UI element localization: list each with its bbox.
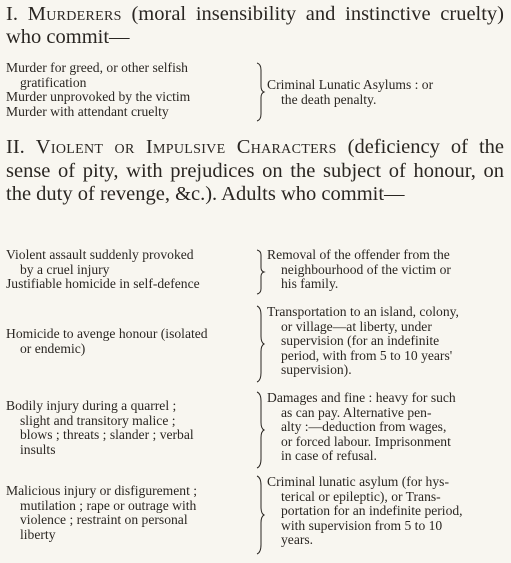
section-1-row-1-remedy <box>267 78 503 107</box>
remedy-line: period, with from 5 to 10 years' <box>281 347 453 363</box>
offence-line: slight and transitory malice ; <box>20 412 176 428</box>
offence-line: Homicide to avenge honour (isolated <box>6 326 208 341</box>
section-2-row-1-offences <box>6 248 254 292</box>
remedy-line: as can pay. Alternative pen- <box>281 404 432 420</box>
section-2-description: (deficiency of the sense of pity, with prejudices on the subject of honour, on the duty of revenge, &c.). Adults who commit— <box>6 136 505 205</box>
section-2-row-1-remedy <box>267 248 503 292</box>
offence-line: Murder unprovoked by the victim <box>6 89 191 105</box>
remedy-line: supervision (for an indefinite <box>281 333 440 349</box>
section-1-numeral: I. <box>6 3 18 25</box>
remedy-line: with supervision from 5 to 10 <box>281 517 443 533</box>
remedy-line: or forced labour. Imprisonment <box>281 433 451 449</box>
remedy-line: Transportation to an island, colony, <box>267 304 459 319</box>
offence-line: Murder with attendant cruelty <box>6 103 169 119</box>
offence-line: Bodily injury during a quarrel ; <box>6 398 177 413</box>
brace <box>256 63 264 121</box>
remedy-line: years. <box>281 532 314 548</box>
remedy-line: his family. <box>281 276 339 292</box>
remedy-line: alty :—deduction from wages, <box>281 419 447 435</box>
offence-line: Murder for greed, or other selfish <box>6 60 188 75</box>
remedy-line: Criminal lunatic asylum (for hys- <box>267 474 449 489</box>
section-2-heading <box>6 136 504 207</box>
offence-line: Malicious injury or disfigurement ; <box>6 483 198 498</box>
section-2-numeral: II. <box>6 136 25 158</box>
brace <box>256 306 264 382</box>
remedy-line: Damages and fine : heavy for such <box>267 390 456 405</box>
offence-line: violence ; restraint on personal <box>20 512 188 528</box>
offence-line: insults <box>20 441 56 457</box>
remedy-line: neighbourhood of the victim or <box>281 261 451 277</box>
section-2-row-2-remedy <box>267 305 503 378</box>
offence-line: by a cruel injury <box>20 261 110 277</box>
offence-line: Justifiable homicide in self-defence <box>6 276 200 292</box>
section-2-row-4-offences <box>6 484 256 542</box>
remedy-line: Criminal Lunatic Asylums : or <box>267 77 434 92</box>
section-1-description: (moral insensibility and instinctive cruelty) who commit— <box>6 3 505 48</box>
remedy-line: the death penalty. <box>281 91 377 107</box>
offence-line: mutilation ; rape or outrage with <box>20 497 197 513</box>
section-2-row-3-remedy <box>267 391 503 464</box>
offence-line: or endemic) <box>20 340 86 356</box>
section-2-title: Violent or Impulsive Characters <box>35 136 337 158</box>
section-2-row-3-offences <box>6 399 256 457</box>
remedy-line: terical or epileptic), or Trans- <box>281 488 441 504</box>
remedy-line: or village—at liberty, under <box>281 318 432 334</box>
section-1-title: Murderers <box>27 3 122 25</box>
remedy-line: in case of refusal. <box>281 448 377 464</box>
brace <box>256 392 264 468</box>
section-1-row-1-offences <box>6 61 254 119</box>
brace <box>256 250 264 294</box>
remedy-line: supervision). <box>281 362 352 378</box>
section-2-row-4-remedy <box>267 475 503 548</box>
offence-line: gratification <box>20 74 87 90</box>
section-1-heading <box>6 3 504 49</box>
brace <box>256 476 264 554</box>
remedy-line: Removal of the offender from the <box>267 247 450 262</box>
offence-line: blows ; threats ; slander ; verbal <box>20 427 194 443</box>
offence-line: Violent assault suddenly provoked <box>6 247 194 262</box>
section-2-row-2-offences <box>6 327 256 356</box>
remedy-line: portation for an indefinite period, <box>281 503 463 519</box>
offence-line: liberty <box>20 526 56 542</box>
